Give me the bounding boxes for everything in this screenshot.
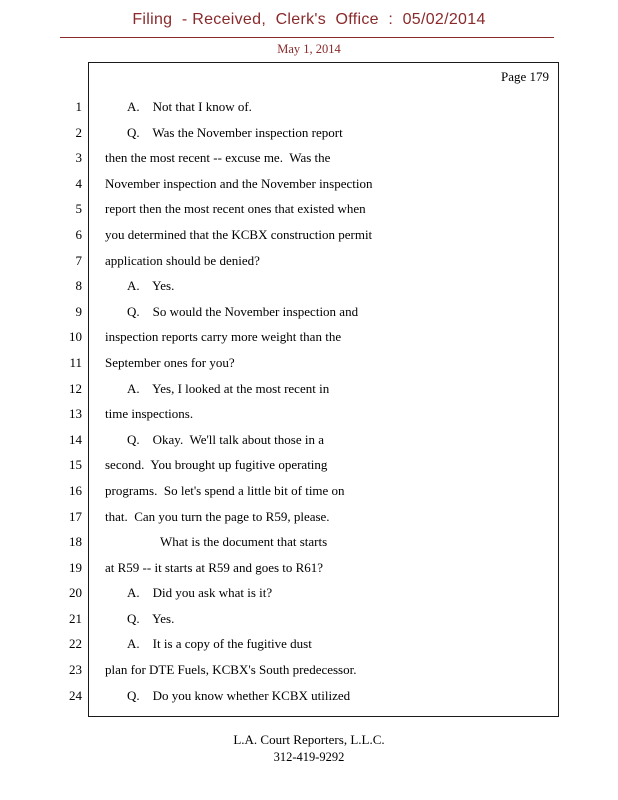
filing-stamp: Filing - Received, Clerk's Office : 05/02/2014	[132, 11, 486, 28]
line-number: 14	[69, 431, 82, 447]
line-number: 20	[69, 585, 82, 601]
transcript-line	[0, 248, 618, 274]
line-number: 8	[75, 278, 82, 294]
transcript-line	[0, 324, 618, 350]
line-number: 13	[69, 406, 82, 422]
transcript-line	[0, 657, 618, 683]
line-text: A. Not that I know of.	[127, 99, 252, 114]
transcript-line	[0, 529, 618, 555]
line-text: A. Yes.	[127, 278, 175, 294]
line-number: 11	[69, 354, 82, 370]
line-number: 9	[75, 303, 82, 319]
line-number: 16	[69, 482, 82, 498]
line-text: Q. So would the November inspection and	[127, 303, 359, 319]
line-number: 5	[75, 201, 82, 217]
line-text: Q. Do you know whether KCBX utilized	[127, 687, 351, 703]
line-text: A. Yes, I looked at the most recent in	[127, 380, 330, 396]
line-number: 22	[69, 636, 82, 652]
line-number: 21	[69, 610, 82, 626]
transcript-line	[0, 580, 618, 606]
line-text: report then the most recent ones that existed when	[105, 201, 366, 217]
reporter-phone: 312-419-9292	[273, 750, 345, 764]
line-text: November inspection and the November inspection	[105, 175, 373, 191]
line-number: 12	[69, 380, 82, 396]
transcript-line	[0, 222, 618, 248]
line-number: 17	[69, 508, 82, 524]
line-number: 10	[69, 329, 82, 345]
transcript-line	[0, 196, 618, 222]
line-number: 18	[69, 534, 82, 550]
line-text: A. It is a copy of the fugitive dust	[127, 636, 312, 652]
reporter-name: L.A. Court Reporters, L.L.C.	[233, 732, 385, 747]
line-number: 19	[69, 559, 82, 575]
line-number: 1	[75, 99, 82, 114]
transcript-line	[0, 376, 618, 402]
transcript-line	[0, 145, 618, 171]
transcript-line	[0, 606, 618, 632]
transcript-line	[0, 427, 618, 453]
reporter-footer	[0, 732, 618, 765]
deposition-date: May 1, 2014	[277, 42, 341, 56]
line-text: programs. So let's spend a little bit of time on	[105, 482, 345, 498]
transcript-line	[0, 401, 618, 427]
transcript-line	[0, 350, 618, 376]
line-text: then the most recent -- excuse me. Was the	[105, 150, 331, 166]
line-text: Q. Was the November inspection report	[127, 124, 343, 140]
line-text: you determined that the KCBX construction permit	[105, 226, 373, 242]
line-text: second. You brought up fugitive operating	[105, 457, 328, 473]
line-text: Q. Okay. We'll talk about those in a	[127, 431, 324, 447]
transcript-line	[0, 94, 618, 120]
header-divider	[60, 37, 554, 38]
line-text: time inspections.	[105, 406, 194, 422]
line-text: A. Did you ask what is it?	[127, 585, 273, 601]
line-text: What is the document that starts	[160, 534, 328, 550]
page-number-label: Page 179	[500, 69, 549, 84]
transcript-line	[0, 452, 618, 478]
line-number: 2	[75, 124, 82, 140]
line-text: at R59 -- it starts at R59 and goes to R61?	[105, 559, 324, 575]
transcript-line	[0, 120, 618, 146]
line-text: application should be denied?	[105, 252, 260, 268]
line-number: 4	[75, 175, 82, 191]
line-number: 15	[69, 457, 82, 473]
line-text: that. Can you turn the page to R59, please.	[105, 508, 330, 524]
line-number: 23	[69, 662, 82, 678]
line-text: September ones for you?	[105, 354, 235, 370]
transcript-line	[0, 555, 618, 581]
transcript-line	[0, 504, 618, 530]
transcript-line	[0, 683, 618, 709]
line-text: Q. Yes.	[127, 610, 175, 626]
transcript-line	[0, 273, 618, 299]
transcript-line	[0, 171, 618, 197]
transcript-line	[0, 478, 618, 504]
line-text: inspection reports carry more weight than the	[105, 329, 342, 345]
transcript-lines	[0, 94, 618, 708]
line-number: 7	[75, 252, 82, 268]
line-number: 3	[75, 150, 82, 166]
line-text: plan for DTE Fuels, KCBX's South predecessor.	[105, 662, 357, 678]
line-number: 6	[75, 226, 82, 242]
transcript-line	[0, 631, 618, 657]
transcript-line	[0, 299, 618, 325]
line-number: 24	[69, 687, 82, 703]
